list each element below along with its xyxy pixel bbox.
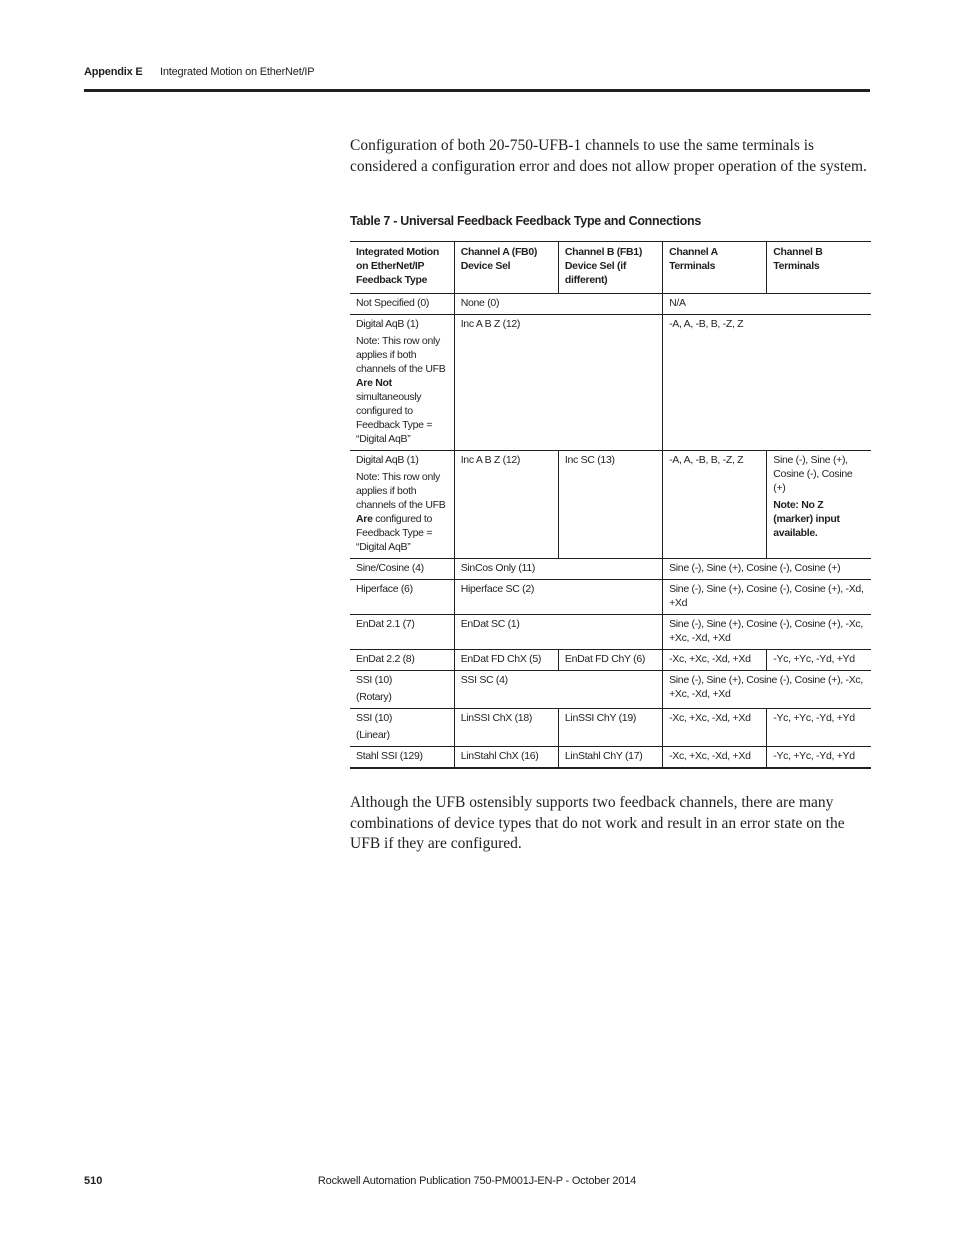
- terminals-note: Note: No Z (marker) input available.: [773, 499, 840, 539]
- header-channel-a-device: Channel A (FB0) Device Sel: [454, 242, 558, 294]
- header-channel-b-device: Channel B (FB1) Device Sel (if different): [558, 242, 662, 294]
- feedback-type-name: Digital AqB (1): [356, 454, 419, 466]
- note-emphasis: Are Not: [356, 377, 392, 389]
- feedback-type-table: [350, 241, 871, 769]
- page-number: 510: [84, 1175, 103, 1187]
- cell-channel-a-device: SSI SC (4): [454, 671, 662, 709]
- terminals-text: Sine (-), Sine (+), Cosine (-), Cosine (+): [773, 454, 853, 494]
- cell-feedback-type: [350, 315, 454, 451]
- table-header-row: [350, 242, 871, 294]
- cell-channel-a-terminals: -A, A, -B, B, -Z, Z: [663, 451, 767, 559]
- cell-channel-b-terminals: -Yc, +Yc, -Yd, +Yd: [767, 650, 871, 671]
- cell-channel-a-device: EnDat FD ChX (5): [454, 650, 558, 671]
- cell-channel-b-terminals: [767, 451, 871, 559]
- cell-terminals: -A, A, -B, B, -Z, Z: [663, 315, 871, 451]
- header-feedback-type: Integrated Motion on EtherNet/IP Feedback Type: [356, 246, 439, 286]
- header-divider: [84, 89, 870, 92]
- cell-terminals: Sine (-), Sine (+), Cosine (-), Cosine (+), -Xc, +Xc, -Xd, +Xd: [663, 615, 871, 650]
- table-row: [350, 580, 871, 615]
- cell-feedback-type: Not Specified (0): [356, 297, 430, 309]
- cell-terminals: N/A: [663, 294, 871, 315]
- cell-channel-b-terminals: -Yc, +Yc, -Yd, +Yd: [767, 709, 871, 747]
- cell-channel-a-device: Hiperface SC (2): [454, 580, 662, 615]
- publication-info: Rockwell Automation Publication 750-PM001J-EN-P - October 2014: [317, 1175, 637, 1187]
- cell-channel-a-terminals: -Xc, +Xc, -Xd, +Xd: [663, 709, 767, 747]
- section-title: Integrated Motion on EtherNet/IP: [160, 66, 315, 78]
- cell-channel-a-device: EnDat SC (1): [454, 615, 662, 650]
- feedback-type-name: Digital AqB (1): [356, 318, 419, 330]
- cell-channel-a-terminals: -Xc, +Xc, -Xd, +Xd: [663, 747, 767, 769]
- cell-feedback-type: [350, 671, 454, 709]
- cell-channel-b-device: LinStahl ChY (17): [558, 747, 662, 769]
- cell-feedback-type: Hiperface (6): [356, 583, 413, 595]
- feedback-type-name: SSI (10): [356, 674, 393, 686]
- cell-terminals: Sine (-), Sine (+), Cosine (-), Cosine (+): [663, 559, 871, 580]
- cell-channel-b-device: LinSSI ChY (19): [558, 709, 662, 747]
- cell-channel-a-device: LinSSI ChX (18): [454, 709, 558, 747]
- cell-channel-a-device: Inc A B Z (12): [454, 315, 662, 451]
- table-row: [350, 747, 871, 769]
- cell-feedback-type: EnDat 2.1 (7): [356, 618, 415, 630]
- row-note: [356, 334, 448, 446]
- table-row: [350, 294, 871, 315]
- feedback-type-subtype: (Rotary): [356, 691, 392, 703]
- page-header: [84, 66, 315, 78]
- note-text: simultaneously configured to Feedback Type = “Digital AqB”: [356, 391, 433, 445]
- cell-channel-a-device: LinStahl ChX (16): [454, 747, 558, 769]
- cell-feedback-type: Stahl SSI (129): [356, 750, 423, 762]
- cell-channel-a-terminals: -Xc, +Xc, -Xd, +Xd: [663, 650, 767, 671]
- feedback-type-name: SSI (10): [356, 712, 393, 724]
- cell-channel-a-device: None (0): [454, 294, 662, 315]
- cell-feedback-type: [350, 709, 454, 747]
- cell-feedback-type: EnDat 2.2 (8): [356, 653, 415, 665]
- intro-paragraph: Configuration of both 20-750-UFB-1 channels to use the same terminals is considered a configuration error and does not allow proper operation of the system.: [350, 137, 867, 175]
- table-row: [350, 451, 871, 559]
- cell-channel-b-terminals: -Yc, +Yc, -Yd, +Yd: [767, 747, 871, 769]
- header-channel-a-terminals: Channel A Terminals: [663, 242, 767, 294]
- cell-channel-b-device: Inc SC (13): [558, 451, 662, 559]
- table-row: [350, 650, 871, 671]
- table-caption: Table 7 - Universal Feedback Feedback Type and Connections: [350, 214, 701, 228]
- cell-channel-a-device: Inc A B Z (12): [454, 451, 558, 559]
- table-row: [350, 709, 871, 747]
- closing-paragraph: Although the UFB ostensibly supports two feedback channels, there are many combinations of device types that do not work and result in an error state on the UFB if they are configured.: [350, 794, 845, 852]
- note-text: Note: This row only applies if both channels of the UFB: [356, 335, 446, 375]
- note-emphasis: Are: [356, 513, 373, 525]
- appendix-label: Appendix E: [84, 66, 143, 78]
- table-row: [350, 671, 871, 709]
- cell-terminals: Sine (-), Sine (+), Cosine (-), Cosine (+), -Xd, +Xd: [663, 580, 871, 615]
- cell-channel-a-device: SinCos Only (11): [454, 559, 662, 580]
- cell-feedback-type: [350, 451, 454, 559]
- cell-feedback-type: Sine/Cosine (4): [356, 562, 424, 574]
- table-row: [350, 559, 871, 580]
- row-note: [356, 470, 448, 554]
- note-text: configured to Feedback Type = “Digital AqB”: [356, 513, 433, 553]
- table-row: [350, 315, 871, 451]
- cell-channel-b-device: EnDat FD ChY (6): [558, 650, 662, 671]
- table-row: [350, 615, 871, 650]
- header-channel-b-terminals: Channel B Terminals: [767, 242, 871, 294]
- cell-terminals: Sine (-), Sine (+), Cosine (-), Cosine (+), -Xc, +Xc, -Xd, +Xd: [663, 671, 871, 709]
- note-text: Note: This row only applies if both channels of the UFB: [356, 471, 446, 511]
- feedback-type-subtype: (Linear): [356, 729, 390, 741]
